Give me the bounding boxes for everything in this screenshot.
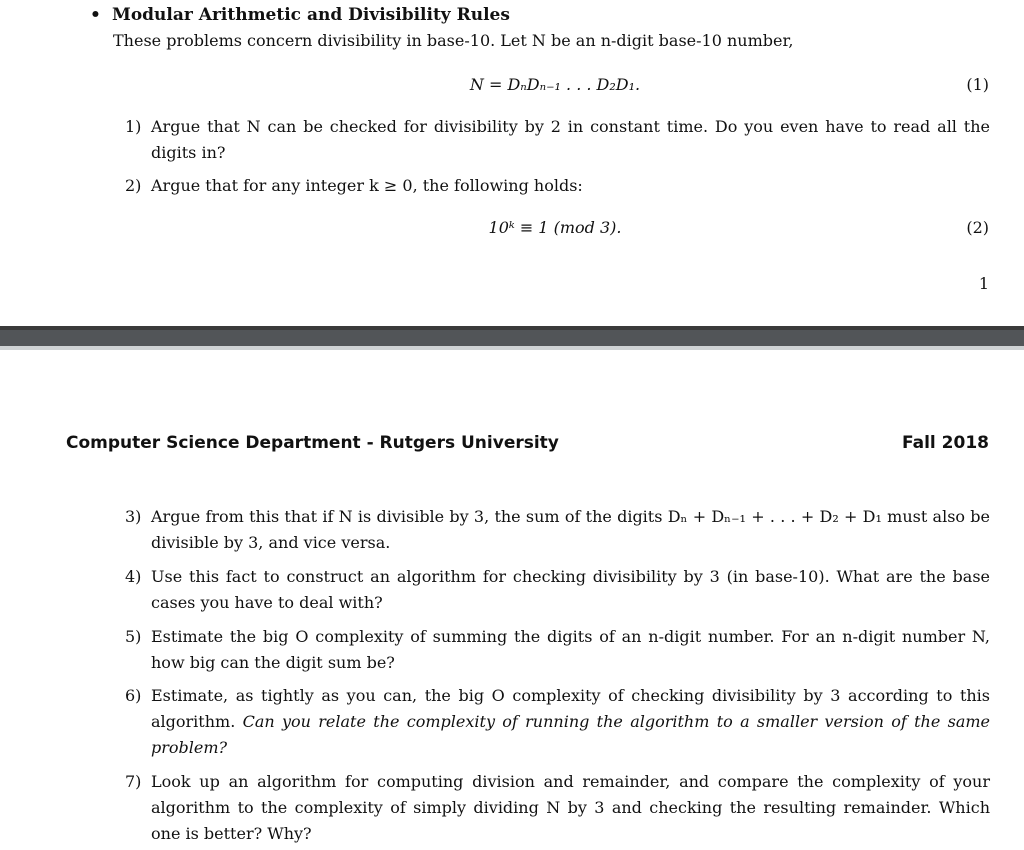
problem-label: 4) bbox=[125, 567, 142, 586]
equation-1-body: N = DₙDₙ₋₁ . . . D₂D₁. bbox=[469, 75, 641, 94]
intro-paragraph: These problems concern divisibility in base-10. Let N be an n-digit base-10 number, bbox=[113, 31, 794, 50]
bullet-icon: • bbox=[90, 5, 101, 25]
page-1 bbox=[0, 0, 1024, 326]
problem-text: Look up an algorithm for computing division and remainder, and compare the complexity of your algorithm to the complexity of simply dividing N by 3 and checking the resulting remainder. Which one is better? Why? bbox=[151, 772, 990, 843]
problem-text-italic: Can you relate the complexity of running the algorithm to a smaller version of the same problem? bbox=[151, 712, 990, 757]
divider-bar bbox=[0, 330, 1024, 346]
problem-1 bbox=[125, 114, 990, 166]
problem-text: Use this fact to construct an algorithm for checking divisibility by 3 (in base-10). What are the base cases you have to deal with? bbox=[151, 567, 990, 612]
problem-text-plain: Estimate, as tightly as you can, the big O complexity of checking divisibility by 3 according to this algorithm. bbox=[151, 686, 990, 731]
problem-2 bbox=[125, 173, 990, 199]
problem-label: 1) bbox=[125, 117, 142, 136]
equation-2-number: (2) bbox=[966, 218, 989, 237]
problem-3 bbox=[125, 504, 990, 556]
problem-label: 7) bbox=[125, 772, 142, 791]
problem-text: Argue from this that if N is divisible by 3, the sum of the digits Dₙ + Dₙ₋₁ + . . . + D₂ + D₁ must also be divisible by 3, and vice versa. bbox=[151, 507, 990, 552]
page-divider bbox=[0, 326, 1024, 350]
page-number: 1 bbox=[978, 274, 989, 293]
problem-text bbox=[151, 683, 990, 761]
section-heading bbox=[90, 2, 510, 28]
page-header-department: Computer Science Department - Rutgers University bbox=[66, 433, 559, 453]
equation-1-number: (1) bbox=[966, 75, 989, 94]
problem-4 bbox=[125, 564, 990, 616]
problem-7 bbox=[125, 769, 990, 847]
problem-6 bbox=[125, 683, 990, 761]
section-title: Modular Arithmetic and Divisibility Rules bbox=[112, 5, 510, 25]
problem-text: Estimate the big O complexity of summing the digits of an n-digit number. For an n-digit number N, how big can the digit sum be? bbox=[151, 627, 990, 672]
page-2 bbox=[0, 350, 1024, 850]
problem-label: 3) bbox=[125, 507, 142, 526]
problem-label: 6) bbox=[125, 686, 142, 705]
problem-label: 5) bbox=[125, 627, 142, 646]
problem-5 bbox=[125, 624, 990, 676]
problem-text: Argue that N can be checked for divisibility by 2 in constant time. Do you even have to read all the digits in? bbox=[151, 117, 990, 162]
problem-text: Argue that for any integer k ≥ 0, the following holds: bbox=[151, 176, 583, 195]
problem-label: 2) bbox=[125, 176, 142, 195]
equation-2-body: 10ᵏ ≡ 1 (mod 3). bbox=[488, 218, 622, 237]
page-header-term: Fall 2018 bbox=[902, 433, 989, 453]
